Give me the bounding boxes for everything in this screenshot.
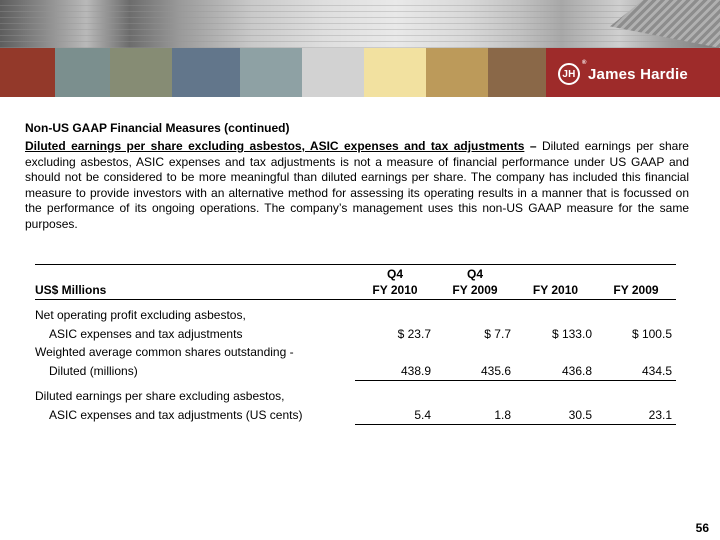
table-cell: 438.9: [355, 362, 435, 381]
table-cell: $ 23.7: [397, 326, 431, 341]
column-period-top: Q4: [435, 265, 515, 282]
house-siding-photo: [0, 0, 720, 48]
logo-mark-text: JH: [562, 68, 576, 80]
color-swatch: [0, 48, 55, 97]
color-swatch: [55, 48, 110, 97]
color-swatch: [426, 48, 488, 97]
registered-mark: ®: [582, 60, 587, 66]
table-row: [35, 362, 676, 381]
james-hardie-logo: [558, 60, 688, 85]
table-cell: $ 100.5: [631, 326, 672, 341]
table-row: [35, 343, 676, 362]
column-period-top: Q4: [355, 265, 435, 282]
table-cell: 23.1: [596, 406, 676, 425]
table-row: [35, 325, 676, 344]
column-period-top: [515, 265, 596, 282]
column-header: FY 2010: [355, 281, 435, 300]
section-title: Non-US GAAP Financial Measures (continued): [25, 121, 290, 135]
color-swatch: [110, 48, 172, 97]
measure-description-text: Diluted earnings per share excluding asbestos, ASIC expenses and tax adjustments is not a measure of financial performance under US GAAP and should not be considered to be more meaningful than diluted earnings per share. The company has included this financial measure to provide investors with an alternative method for assessing its operating results in a manner that is focussed on the performance of its ongoing operations. The company’s management uses this non-US GAAP measure for the same purposes.: [25, 139, 689, 231]
page-number: 56: [695, 521, 709, 535]
row-label: Net operating profit excluding asbestos,: [35, 308, 246, 323]
measure-term: Diluted earnings per share excluding asbestos, ASIC expenses and tax adjustments: [25, 139, 525, 153]
table-cell: $ 7.7: [484, 326, 511, 341]
color-swatch: [364, 48, 426, 97]
row-label: Diluted (millions): [49, 364, 138, 378]
header-blank: [35, 265, 355, 282]
eps-reconciliation-table: [35, 264, 676, 425]
table-row: [35, 406, 676, 425]
column-period-top: [596, 265, 676, 282]
column-header: FY 2009: [435, 281, 515, 300]
table-cell: 5.4: [355, 406, 435, 425]
color-swatch: [240, 48, 302, 97]
table-row: [35, 306, 676, 325]
color-swatch: [172, 48, 240, 97]
table-cell: 436.8: [515, 362, 596, 381]
table-cell: 434.5: [596, 362, 676, 381]
measure-description: [25, 139, 689, 233]
column-header: FY 2009: [596, 281, 676, 300]
row-label: Diluted earnings per share excluding asbestos,: [35, 389, 285, 404]
table-cell: 30.5: [515, 406, 596, 425]
table-cell: 1.8: [435, 406, 515, 425]
table-header-row: [35, 281, 676, 300]
color-swatch: [488, 48, 546, 97]
table-row: [35, 387, 676, 406]
table-header-row: [35, 265, 676, 282]
term-dash: –: [529, 139, 537, 153]
row-label: ASIC expenses and tax adjustments (US cents): [49, 408, 303, 422]
brand-name: James Hardie: [588, 65, 688, 83]
table-cell: $ 133.0: [551, 326, 592, 341]
column-header: FY 2010: [515, 281, 596, 300]
row-label: Weighted average common shares outstanding -: [35, 345, 294, 360]
color-swatch: [302, 48, 364, 97]
units-header: US$ Millions: [35, 281, 355, 300]
header-banner: [0, 0, 720, 97]
row-label: ASIC expenses and tax adjustments: [49, 326, 243, 341]
jh-logo-icon: [558, 63, 580, 85]
table-cell: 435.6: [435, 362, 515, 381]
